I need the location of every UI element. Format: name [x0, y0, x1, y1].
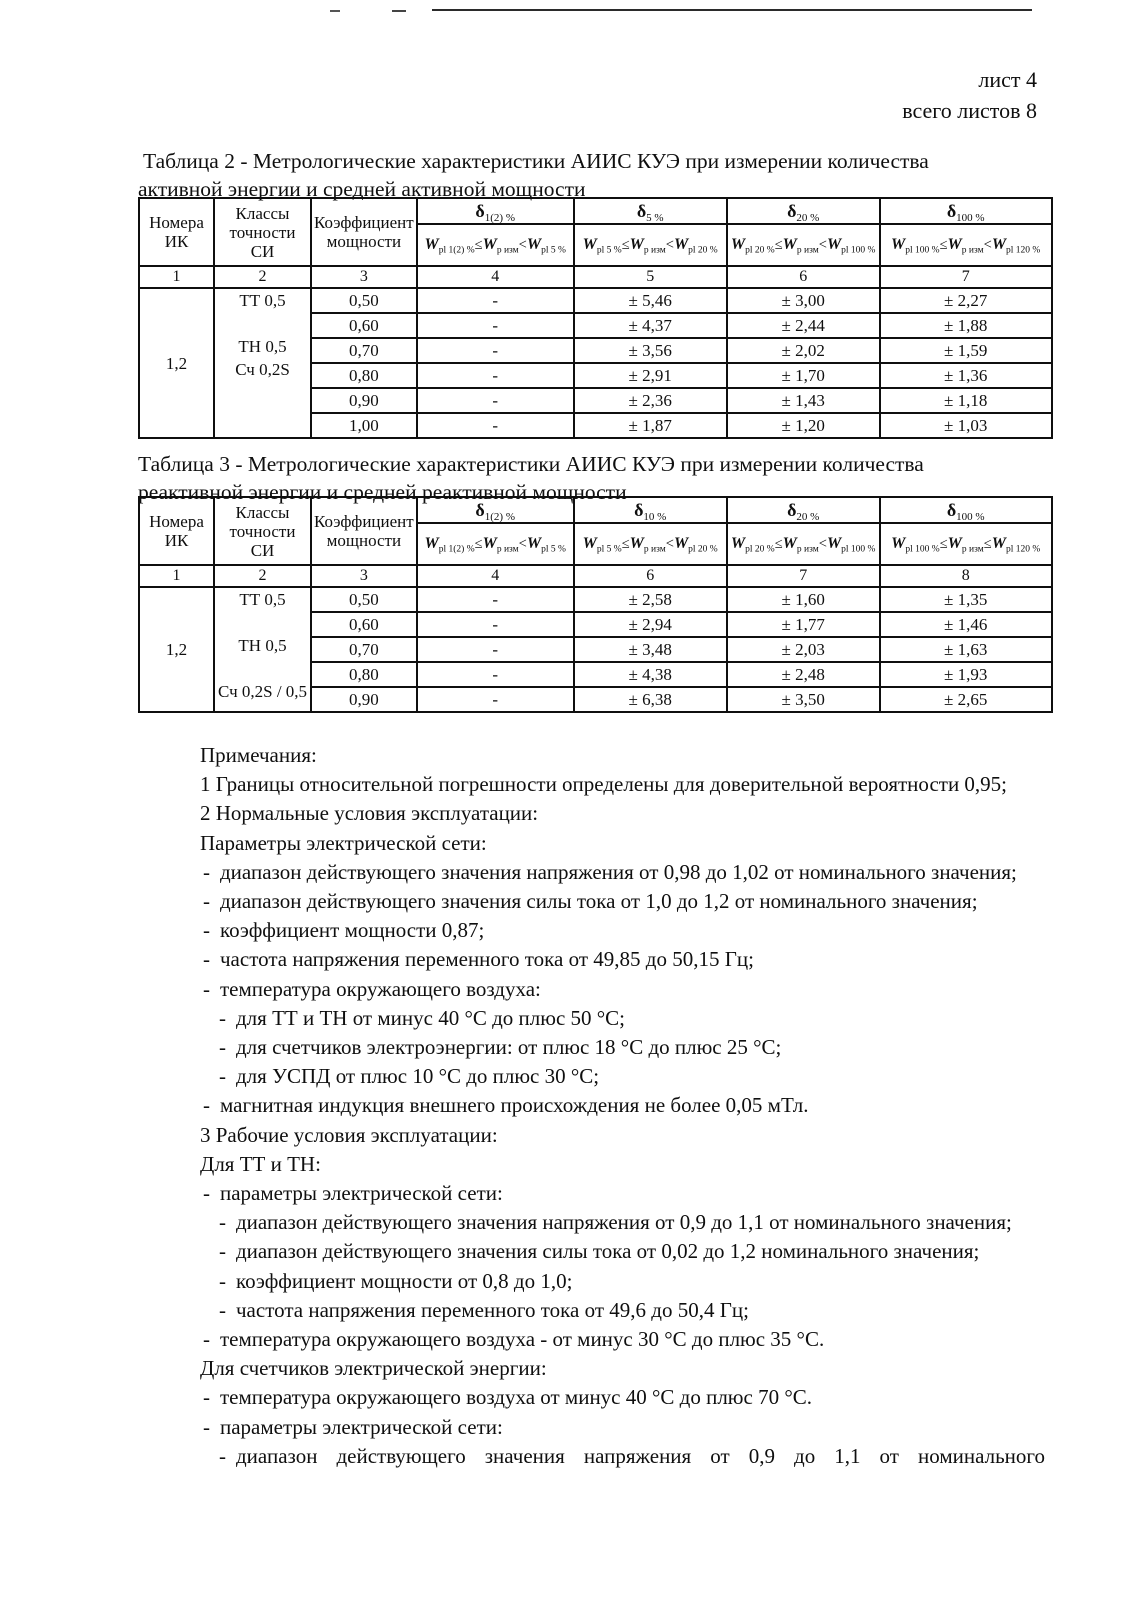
energy-symbol: W	[424, 236, 439, 253]
note-text: частота напряжения переменного тока от 49,6 до 50,4 Гц;	[236, 1297, 749, 1322]
page-number-block	[902, 64, 1037, 126]
column-number: 3	[311, 266, 417, 288]
column-header: Коэффициент мощности	[311, 198, 417, 266]
error-value-cell: ± 2,91	[574, 363, 727, 388]
error-value-cell: ± 6,38	[574, 687, 727, 712]
note-text: параметры электрической сети:	[220, 1414, 503, 1439]
column-header-range: $W_{pl 5 \%}\le W_{р изм}<W_{pl 20 \%}$	[574, 523, 727, 565]
ik-number: 1,2	[165, 640, 188, 659]
error-value-cell: ± 1,63	[880, 637, 1052, 662]
note-text: 2 Нормальные условия эксплуатации:	[200, 801, 539, 826]
column-header-delta	[417, 497, 574, 523]
energy-symbol: W	[730, 535, 746, 552]
error-value-cell: ± 5,46	[574, 288, 727, 313]
list-dash: -	[203, 1327, 210, 1352]
column-header-delta	[417, 198, 574, 224]
energy-symbol: W	[629, 236, 644, 253]
subscript: pl 5 %	[596, 544, 622, 555]
note-item	[200, 1413, 1045, 1442]
accuracy-class-label: Сч 0,2S	[235, 360, 290, 379]
delta-symbol: δ	[946, 499, 957, 520]
list-dash: -	[219, 1239, 226, 1264]
energy-symbol: W	[482, 236, 497, 253]
note-text: температура окружающего воздуха:	[220, 976, 541, 1001]
ik-number: 1,2	[165, 353, 188, 373]
note-item	[200, 1442, 1045, 1471]
power-factor-cell: 0,70	[311, 637, 417, 662]
delta-symbol: δ	[634, 499, 644, 520]
notes-section	[200, 741, 1045, 1471]
energy-symbol: W	[826, 236, 842, 253]
table2-caption	[138, 147, 1050, 203]
table3-metrological-characteristics-reactive	[138, 496, 1053, 713]
energy-symbol: W	[526, 236, 542, 253]
note-item	[200, 945, 1045, 974]
error-value-cell: ± 1,20	[727, 413, 880, 438]
subscript: 20 %	[796, 510, 820, 523]
note-text: 3 Рабочие условия эксплуатации:	[200, 1122, 498, 1147]
column-number: 2	[214, 266, 311, 288]
list-dash: -	[203, 859, 210, 884]
error-value-cell: -	[417, 662, 574, 687]
note-item	[200, 1325, 1045, 1354]
note-text: диапазон действующего значения напряжения от 0,9 до 1,1 от номинального значения;	[236, 1210, 1012, 1235]
note-text: для ТТ и ТН от минус 40 °С до плюс 50 °С;	[236, 1005, 626, 1030]
accuracy-class-cell	[214, 288, 311, 438]
column-number: 1	[139, 266, 214, 288]
subscript: р изм	[643, 245, 666, 256]
subscript: pl 5 %	[541, 245, 566, 256]
error-value-cell: ± 2,65	[880, 687, 1052, 712]
power-factor-cell: 0,90	[311, 388, 417, 413]
power-factor-cell: 0,60	[311, 612, 417, 637]
list-dash: -	[203, 889, 210, 914]
accuracy-class-label: ТТ 0,5	[239, 291, 286, 310]
note-text: коэффициент мощности от 0,8 до 1,0;	[236, 1268, 573, 1293]
note-item	[200, 1208, 1045, 1237]
subscript: 100 %	[956, 211, 985, 224]
table3-caption-line2: реактивной энергии и средней реактивной мощности	[138, 480, 627, 504]
subscript: р изм	[961, 245, 984, 256]
note-item	[200, 1150, 1045, 1179]
column-number: 8	[880, 565, 1052, 587]
power-factor-cell: 0,70	[311, 338, 417, 363]
column-number: 6	[727, 266, 880, 288]
column-header: Классы точности СИ	[214, 198, 311, 266]
error-value-cell: -	[417, 288, 574, 313]
column-header-range: $W_{pl 20 \%}\le W_{р изм}<W_{pl 100 \%}$	[727, 523, 880, 565]
error-value-cell: ± 2,03	[727, 637, 880, 662]
table3-caption-line1: Таблица 3 - Метрологические характеристики АИИС КУЭ при измерении количества	[138, 452, 924, 476]
note-item	[200, 916, 1045, 945]
delta-symbol: δ	[475, 200, 485, 221]
energy-symbol: W	[730, 236, 746, 253]
column-number: 4	[417, 565, 574, 587]
note-text: Примечания:	[200, 743, 317, 767]
power-factor-cell: 1,00	[311, 413, 417, 438]
subscript: pl 1(2) %	[438, 245, 475, 256]
subscript: pl 120 %	[1005, 544, 1041, 555]
column-number: 5	[574, 266, 727, 288]
subscript: 1(2) %	[484, 211, 515, 224]
accuracy-class-cell	[214, 587, 311, 712]
list-dash: -	[219, 1210, 226, 1235]
column-number: 7	[880, 266, 1052, 288]
energy-symbol: W	[947, 236, 962, 253]
list-dash: -	[219, 1443, 226, 1468]
subscript: pl 1(2) %	[438, 544, 475, 555]
table2-metrological-characteristics-active	[138, 197, 1053, 439]
delta-symbol: δ	[636, 200, 647, 221]
energy-symbol: W	[782, 535, 797, 552]
list-dash: -	[219, 1297, 226, 1322]
subscript: pl 100 %	[905, 544, 940, 555]
error-value-cell: ± 4,37	[574, 313, 727, 338]
error-value-cell: ± 2,36	[574, 388, 727, 413]
subscript: р изм	[796, 544, 819, 555]
error-value-cell: ± 1,60	[727, 587, 880, 612]
column-number: 1	[139, 565, 214, 587]
power-factor-cell: 0,90	[311, 687, 417, 712]
list-dash: -	[203, 1181, 210, 1206]
list-dash: -	[219, 1035, 226, 1060]
note-item	[200, 1121, 1045, 1150]
subscript: pl 100 %	[841, 544, 876, 555]
note-text: Параметры электрической сети:	[200, 830, 487, 855]
column-header-delta	[574, 497, 727, 523]
sheet-number: лист 4	[978, 67, 1037, 92]
error-value-cell: ± 1,35	[880, 587, 1052, 612]
table2-caption-line1: Таблица 2 - Метрологические характеристики АИИС КУЭ при измерении количества	[143, 149, 929, 173]
error-value-cell: ± 3,48	[574, 637, 727, 662]
note-text: Для ТТ и ТН:	[200, 1151, 321, 1176]
subscript: 20 %	[796, 211, 820, 224]
list-dash: -	[219, 1005, 226, 1030]
energy-symbol: W	[582, 236, 597, 253]
delta-symbol: δ	[787, 200, 797, 221]
note-item	[200, 1062, 1045, 1091]
column-header-range: $W_{pl 100 \%}\le W_{р изм}<W_{pl 120 \%}$	[880, 224, 1052, 266]
energy-symbol: W	[947, 535, 962, 552]
subscript: pl 20 %	[745, 544, 775, 555]
delta-symbol: δ	[475, 499, 485, 520]
accuracy-class-label: ТН 0,5	[238, 636, 287, 655]
column-number: 3	[311, 565, 417, 587]
column-header-delta	[574, 198, 727, 224]
note-text: частота напряжения переменного тока от 49,85 до 50,15 Гц;	[220, 947, 754, 972]
subscript: pl 100 %	[841, 245, 876, 256]
note-item	[200, 887, 1045, 916]
note-item	[200, 770, 1045, 799]
note-item	[200, 1237, 1045, 1266]
scan-artifact-speck	[330, 10, 340, 12]
subscript: р изм	[496, 245, 519, 256]
note-text: диапазон действующего значения напряжения от 0,9 до 1,1 от номинального	[236, 1443, 1045, 1468]
column-header: Номера ИК	[139, 198, 214, 266]
energy-symbol: W	[991, 535, 1006, 552]
delta-symbol: δ	[946, 200, 957, 221]
error-value-cell: -	[417, 637, 574, 662]
list-dash: -	[203, 976, 210, 1001]
error-value-cell: -	[417, 587, 574, 612]
error-value-cell: ± 1,36	[880, 363, 1052, 388]
energy-symbol: W	[673, 236, 689, 253]
column-header: Классы точности СИ	[214, 497, 311, 565]
table2-caption-line2: активной энергии и средней активной мощности	[138, 177, 586, 201]
column-header-delta	[727, 198, 880, 224]
note-text: диапазон действующего значения напряжения от 0,98 до 1,02 от номинального значения;	[220, 859, 1017, 884]
error-value-cell: ± 2,27	[880, 288, 1052, 313]
error-value-cell: ± 1,18	[880, 388, 1052, 413]
error-value-cell: ± 4,38	[574, 662, 727, 687]
power-factor-cell: 0,80	[311, 363, 417, 388]
accuracy-class-label: ТН 0,5	[238, 337, 287, 356]
list-dash: -	[219, 1064, 226, 1089]
error-value-cell: -	[417, 388, 574, 413]
note-text: параметры электрической сети:	[220, 1181, 503, 1206]
error-value-cell: -	[417, 313, 574, 338]
error-value-cell: ± 2,48	[727, 662, 880, 687]
error-value-cell: -	[417, 413, 574, 438]
note-text: Для счетчиков электрической энергии:	[200, 1356, 547, 1381]
column-header: Номера ИК	[139, 497, 214, 565]
column-number: 2	[214, 565, 311, 587]
delta-symbol: δ	[787, 499, 797, 520]
energy-symbol: W	[482, 535, 497, 552]
column-number: 4	[417, 266, 574, 288]
note-item	[200, 1091, 1045, 1120]
error-value-cell: ± 1,87	[574, 413, 727, 438]
energy-symbol: W	[673, 535, 689, 552]
error-value-cell: ± 1,70	[727, 363, 880, 388]
note-text: температура окружающего воздуха от минус 40 °С до плюс 70 °С.	[220, 1385, 812, 1410]
energy-symbol: W	[782, 236, 797, 253]
energy-symbol: W	[582, 535, 597, 552]
ik-number-cell	[139, 288, 214, 438]
column-header-delta	[880, 198, 1052, 224]
column-number: 7	[727, 565, 880, 587]
error-value-cell: -	[417, 338, 574, 363]
note-text: для счетчиков электроэнергии: от плюс 18 °С до плюс 25 °С;	[236, 1035, 782, 1060]
subscript: pl 5 %	[596, 245, 622, 256]
note-item	[200, 858, 1045, 887]
note-item	[200, 1179, 1045, 1208]
ik-number-cell	[139, 587, 214, 712]
note-item	[200, 975, 1045, 1004]
note-text: диапазон действующего значения силы тока от 0,02 до 1,2 номинального значения;	[236, 1239, 980, 1264]
note-item	[200, 1383, 1045, 1412]
note-item	[200, 1004, 1045, 1033]
note-item	[200, 1267, 1045, 1296]
total-sheets: всего листов 8	[902, 98, 1037, 123]
subscript: pl 120 %	[1006, 245, 1041, 256]
list-dash: -	[219, 1268, 226, 1293]
list-dash: -	[203, 1093, 210, 1118]
energy-symbol: W	[629, 535, 644, 552]
subscript: pl 20 %	[745, 245, 775, 256]
energy-symbol: W	[826, 535, 842, 552]
error-value-cell: ± 3,50	[727, 687, 880, 712]
subscript: pl 100 %	[905, 245, 940, 256]
note-item	[200, 1354, 1045, 1383]
note-item	[200, 741, 1045, 770]
error-value-cell: ± 3,56	[574, 338, 727, 363]
accuracy-class-label: Сч 0,2S / 0,5	[217, 682, 308, 701]
note-text: диапазон действующего значения силы тока от 1,0 до 1,2 от номинального значения;	[220, 889, 978, 914]
note-item	[200, 799, 1045, 828]
subscript: 1(2) %	[484, 510, 515, 523]
note-text: магнитная индукция внешнего происхождения не более 0,05 мТл.	[220, 1093, 809, 1118]
subscript: р изм	[961, 544, 984, 555]
subscript: pl 5 %	[541, 544, 566, 555]
error-value-cell: ± 1,77	[727, 612, 880, 637]
subscript: р изм	[643, 544, 666, 555]
error-value-cell: ± 1,43	[727, 388, 880, 413]
error-value-cell: ± 1,46	[880, 612, 1052, 637]
column-header-delta	[880, 497, 1052, 523]
error-value-cell: -	[417, 687, 574, 712]
scan-artifact-speck	[392, 10, 406, 12]
energy-symbol: W	[424, 535, 439, 552]
error-value-cell: -	[417, 363, 574, 388]
error-value-cell: ± 3,00	[727, 288, 880, 313]
energy-symbol: W	[891, 236, 906, 253]
list-dash: -	[203, 918, 210, 943]
error-value-cell: ± 2,58	[574, 587, 727, 612]
list-dash: -	[203, 1385, 210, 1410]
energy-symbol: W	[526, 535, 542, 552]
error-value-cell: ± 2,44	[727, 313, 880, 338]
error-value-cell: ± 1,59	[880, 338, 1052, 363]
column-header-range: $W_{pl 100 \%}\le W_{р изм}\le W_{pl 120 \%}$	[880, 523, 1052, 565]
note-text: температура окружающего воздуха - от минус 30 °С до плюс 35 °С.	[220, 1327, 825, 1352]
subscript: 10 %	[643, 510, 667, 523]
note-item	[200, 829, 1045, 858]
note-item	[200, 1296, 1045, 1325]
error-value-cell: ± 2,02	[727, 338, 880, 363]
column-header-range: $W_{pl 5 \%}\le W_{р изм}<W_{pl 20 \%}$	[574, 224, 727, 266]
accuracy-class-label: ТТ 0,5	[239, 590, 286, 609]
list-dash: -	[203, 947, 210, 972]
power-factor-cell: 0,50	[311, 587, 417, 612]
power-factor-cell: 0,60	[311, 313, 417, 338]
subscript: 100 %	[956, 510, 985, 523]
error-value-cell: ± 1,93	[880, 662, 1052, 687]
subscript: р изм	[496, 544, 519, 555]
note-item	[200, 1033, 1045, 1062]
energy-symbol: W	[891, 535, 906, 552]
energy-symbol: W	[991, 236, 1007, 253]
subscript: pl 20 %	[688, 245, 718, 256]
power-factor-cell: 0,50	[311, 288, 417, 313]
error-value-cell: ± 1,88	[880, 313, 1052, 338]
scan-artifact-line	[432, 9, 1032, 11]
subscript: 5 %	[646, 211, 664, 224]
error-value-cell: ± 2,94	[574, 612, 727, 637]
column-header-range: $W_{pl 20 \%}\le W_{р изм}<W_{pl 100 \%}$	[727, 224, 880, 266]
note-text: коэффициент мощности 0,87;	[220, 918, 485, 943]
list-dash: -	[203, 1414, 210, 1439]
subscript: р изм	[796, 245, 819, 256]
column-header: Коэффициент мощности	[311, 497, 417, 565]
column-number: 6	[574, 565, 727, 587]
note-text: 1 Границы относительной погрешности определены для доверительной вероятности 0,95;	[200, 772, 1008, 797]
column-header-range: $W_{pl 1(2) \%}\le W_{р изм}<W_{pl 5 \%}$	[417, 224, 574, 266]
column-header-range: $W_{pl 1(2) \%}\le W_{р изм}<W_{pl 5 \%}$	[417, 523, 574, 565]
error-value-cell: -	[417, 612, 574, 637]
column-header-delta	[727, 497, 880, 523]
subscript: pl 20 %	[688, 544, 718, 555]
power-factor-cell: 0,80	[311, 662, 417, 687]
note-text: для УСПД от плюс 10 °С до плюс 30 °С;	[236, 1064, 600, 1089]
error-value-cell: ± 1,03	[880, 413, 1052, 438]
